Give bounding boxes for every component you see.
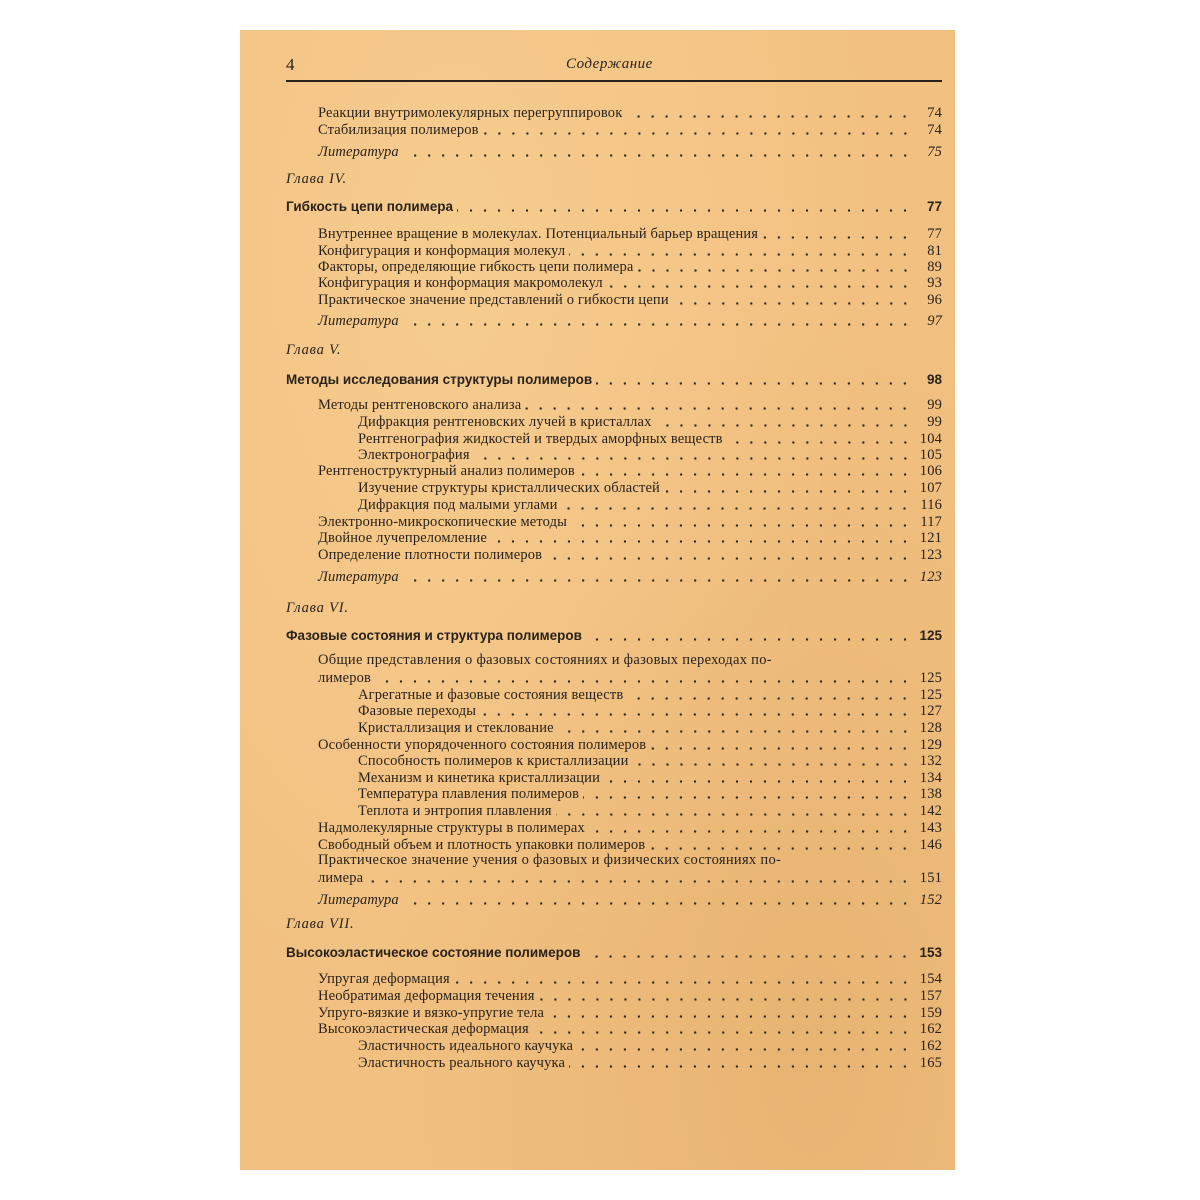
page-number-ref: 162 xyxy=(919,1038,942,1054)
toc-entry xyxy=(358,751,942,769)
toc-entry xyxy=(318,311,942,329)
toc-entry-title: Дифракция под малыми углами xyxy=(358,497,558,513)
toc-entry-title: Рентгенография жидкостей и твердых аморфных веществ xyxy=(358,431,723,447)
toc-entry-title: Упругая деформация xyxy=(318,971,450,987)
chapter-heading: Глава IV. xyxy=(286,171,347,187)
page-number-ref: 159 xyxy=(919,1005,942,1021)
toc-entry-title: Надмолекулярные структуры в полимерах xyxy=(318,820,585,836)
toc-entry xyxy=(318,545,942,563)
toc-entry xyxy=(318,835,942,853)
dot-leader xyxy=(539,998,912,1001)
page-number-ref: 162 xyxy=(919,1021,942,1037)
page-number-ref: 143 xyxy=(919,820,942,836)
dot-leader xyxy=(403,154,912,157)
toc-entry-title: Рентгеноструктурный анализ полимеров xyxy=(318,463,575,479)
dot-leader xyxy=(673,302,912,305)
dot-leader xyxy=(483,132,912,135)
page-number-ref: 154 xyxy=(919,971,942,987)
page-number-ref: 96 xyxy=(927,292,942,308)
toc-entry-title: Фазовые состояния и структура полимеров xyxy=(286,628,582,643)
dot-leader xyxy=(577,1048,912,1051)
dot-leader xyxy=(454,981,912,984)
chapter-heading: Глава VII. xyxy=(286,916,355,932)
toc-entry xyxy=(358,801,942,819)
chapter-heading: Глава VI. xyxy=(286,600,349,616)
toc-entry-title: Определение плотности полимеров xyxy=(318,547,543,563)
page-number-ref: 123 xyxy=(919,547,942,563)
toc-entry xyxy=(318,103,942,121)
dot-leader xyxy=(650,747,912,750)
page-number-ref: 97 xyxy=(927,313,942,329)
toc-entry xyxy=(318,986,942,1004)
toc-entry xyxy=(358,1053,942,1071)
dot-leader xyxy=(627,697,912,700)
toc-entry-title: Фазовые переходы xyxy=(358,703,477,719)
toc-entry-title: Двойное лучепреломление xyxy=(318,530,488,546)
toc-entry-title: Методы исследования структуры полимеров xyxy=(286,372,593,387)
dot-leader xyxy=(656,424,912,427)
toc-entry-title: Литература xyxy=(318,892,399,908)
toc-entry-title: Механизм и кинетика кристаллизации xyxy=(358,770,600,786)
toc-entry xyxy=(358,478,942,496)
toc-entry xyxy=(358,495,942,513)
toc-entry-title: Гибкость цепи полимера xyxy=(286,199,453,214)
toc-entry-title: Электронография xyxy=(358,447,470,463)
toc-entry xyxy=(318,1019,942,1037)
dot-leader xyxy=(727,441,912,444)
dot-leader xyxy=(626,115,912,118)
page-number-ref: 106 xyxy=(919,463,942,479)
page-title: Содержание xyxy=(566,56,653,72)
toc-entry-title: Конфигурация и конформация макромолекул xyxy=(318,275,603,291)
dot-leader xyxy=(480,713,912,716)
page-number-ref: 152 xyxy=(919,892,942,908)
dot-leader xyxy=(474,457,912,460)
dot-leader xyxy=(457,209,912,212)
toc-entry-title: Упруго-вязкие и вязко-упругие тела xyxy=(318,1005,545,1021)
page-number-ref: 165 xyxy=(919,1055,942,1071)
toc-entry-title: Эластичность реального каучука xyxy=(358,1055,566,1071)
page-number-ref: 98 xyxy=(926,372,942,387)
chapter-title-entry xyxy=(286,943,942,961)
dot-leader xyxy=(649,847,912,850)
toc-entry xyxy=(318,890,942,908)
dot-leader xyxy=(762,236,912,239)
dot-leader xyxy=(569,1065,912,1068)
page-number-ref: 142 xyxy=(919,803,942,819)
dot-leader xyxy=(589,830,912,833)
chapter-heading: Глава V. xyxy=(286,342,342,358)
toc-entry xyxy=(318,528,942,546)
page-number: 4 xyxy=(286,55,295,74)
page-number-ref: 132 xyxy=(919,753,942,769)
dot-leader xyxy=(596,382,912,385)
dot-leader xyxy=(546,557,912,560)
chapter-title-entry xyxy=(286,626,942,644)
toc-entry xyxy=(318,567,942,585)
toc-entry-title: Дифракция рентгеновских лучей в кристаллах xyxy=(358,414,652,430)
dot-leader xyxy=(633,763,913,766)
page-number-ref: 128 xyxy=(919,720,942,736)
page-number-ref: 116 xyxy=(920,497,942,513)
toc-entry-text: Общие представления о фазовых состояниях и фазовых переходах по- xyxy=(318,652,772,668)
dot-leader xyxy=(638,269,913,272)
dot-leader xyxy=(403,579,912,582)
toc-entry-title: Электронно-микроскопические методы xyxy=(318,514,568,530)
dot-leader xyxy=(607,285,912,288)
dot-leader xyxy=(584,955,912,958)
toc-entry-text: Практическое значение учения о фазовых и физических состояниях по- xyxy=(318,852,782,868)
page-number-ref: 117 xyxy=(920,514,942,530)
toc-entry-title: Кристаллизация и стеклование xyxy=(358,720,554,736)
page-number-ref: 77 xyxy=(927,226,942,242)
toc-entry-title: Особенности упорядоченного состояния полимеров xyxy=(318,737,647,753)
toc-entry xyxy=(358,718,942,736)
page-number-ref: 123 xyxy=(919,569,942,585)
toc-entry-title: Эластичность идеального каучука xyxy=(358,1038,574,1054)
dot-leader xyxy=(533,1031,912,1034)
page-number-ref: 157 xyxy=(919,988,942,1004)
dot-leader xyxy=(583,796,912,799)
toc-entry-title: Практическое значение представлений о гибкости цепи xyxy=(318,292,669,308)
page-number-ref: 99 xyxy=(927,414,942,430)
toc-entry xyxy=(318,290,942,308)
page-number-ref: 146 xyxy=(919,837,942,853)
toc-entry-title: Агрегатные и фазовые состояния веществ xyxy=(358,687,624,703)
page-number-ref: 93 xyxy=(927,275,942,291)
page-number-ref: 121 xyxy=(919,530,942,546)
toc-entry-title: лимера xyxy=(318,870,364,886)
toc-entry-title: Высокоэластическая деформация xyxy=(318,1021,529,1037)
toc-entry-title: Методы рентгеновского анализа xyxy=(318,397,522,413)
page-number-ref: 75 xyxy=(927,144,942,160)
toc-entry-title: лимеров xyxy=(318,670,372,686)
toc-entry xyxy=(358,412,942,430)
page-number-ref: 129 xyxy=(919,737,942,753)
page-number-ref: 107 xyxy=(919,480,942,496)
page-number-ref: 125 xyxy=(919,628,942,643)
page-number-ref: 125 xyxy=(919,670,942,686)
toc-entry-title: Способность полимеров к кристаллизации xyxy=(358,753,629,769)
page-number-ref: 104 xyxy=(919,431,942,447)
toc-entry xyxy=(318,668,942,686)
page-number-ref: 99 xyxy=(927,397,942,413)
dot-leader xyxy=(375,680,912,683)
dot-leader xyxy=(604,780,912,783)
toc-entry xyxy=(318,969,942,987)
page-number-ref: 77 xyxy=(926,199,942,214)
dot-leader xyxy=(367,880,912,883)
page-number-ref: 81 xyxy=(927,243,942,259)
toc-entry xyxy=(358,701,942,719)
dot-leader xyxy=(571,524,912,527)
toc-entry-title: Факторы, определяющие гибкость цепи полимера xyxy=(318,259,634,275)
toc-entry-title: Конфигурация и конформация молекул xyxy=(318,243,566,259)
dot-leader xyxy=(525,407,912,410)
page-number-ref: 127 xyxy=(919,703,942,719)
toc-entry xyxy=(318,120,942,138)
dot-leader xyxy=(403,323,912,326)
toc-entry xyxy=(318,868,942,886)
toc-entry xyxy=(318,461,942,479)
page-number-ref: 134 xyxy=(919,770,942,786)
page-number-ref: 151 xyxy=(919,870,942,886)
page-number-ref: 125 xyxy=(919,687,942,703)
toc-entry-title: Внутреннее вращение в молекулах. Потенциальный барьер вращения xyxy=(318,226,759,242)
toc-entry-title: Свободный объем и плотность упаковки полимеров xyxy=(318,837,646,853)
toc-entry-title: Литература xyxy=(318,313,399,329)
dot-leader xyxy=(561,507,912,510)
toc-entry-title: Литература xyxy=(318,144,399,160)
toc-entry xyxy=(318,818,942,836)
dot-leader xyxy=(558,730,912,733)
toc-entry xyxy=(318,273,942,291)
dot-leader xyxy=(569,253,912,256)
toc-entry xyxy=(358,1036,942,1054)
toc-entry xyxy=(318,224,942,242)
toc-entry-title: Литература xyxy=(318,569,399,585)
chapter-title-entry xyxy=(286,370,942,388)
dot-leader xyxy=(586,638,912,641)
page-number-ref: 74 xyxy=(927,122,942,138)
toc-entry-title: Высокоэластическое состояние полимеров xyxy=(286,945,581,960)
page-number-ref: 105 xyxy=(919,447,942,463)
toc-entry-title: Необратимая деформация течения xyxy=(318,988,535,1004)
toc-entry xyxy=(318,395,942,413)
toc-entry-title: Изучение структуры кристаллических областей xyxy=(358,480,660,496)
page-number-ref: 89 xyxy=(927,259,942,275)
page-number-ref: 153 xyxy=(919,945,942,960)
toc-entry xyxy=(318,142,942,160)
dot-leader xyxy=(548,1015,912,1018)
page-number-ref: 138 xyxy=(919,786,942,802)
dot-leader xyxy=(664,490,912,493)
toc-entry xyxy=(358,784,942,802)
toc-entry-title: Реакции внутримолекулярных перегруппировок xyxy=(318,105,623,121)
dot-leader xyxy=(491,540,912,543)
chapter-title-entry xyxy=(286,197,942,215)
toc-entry-title: Стабилизация полимеров xyxy=(318,122,479,138)
toc-entry-title: Температура плавления полимеров xyxy=(358,786,580,802)
dot-leader xyxy=(403,902,912,905)
dot-leader xyxy=(579,473,912,476)
page-number-ref: 74 xyxy=(927,105,942,121)
dot-leader xyxy=(556,813,912,816)
toc-entry-title: Теплота и энтропия плавления xyxy=(358,803,552,819)
